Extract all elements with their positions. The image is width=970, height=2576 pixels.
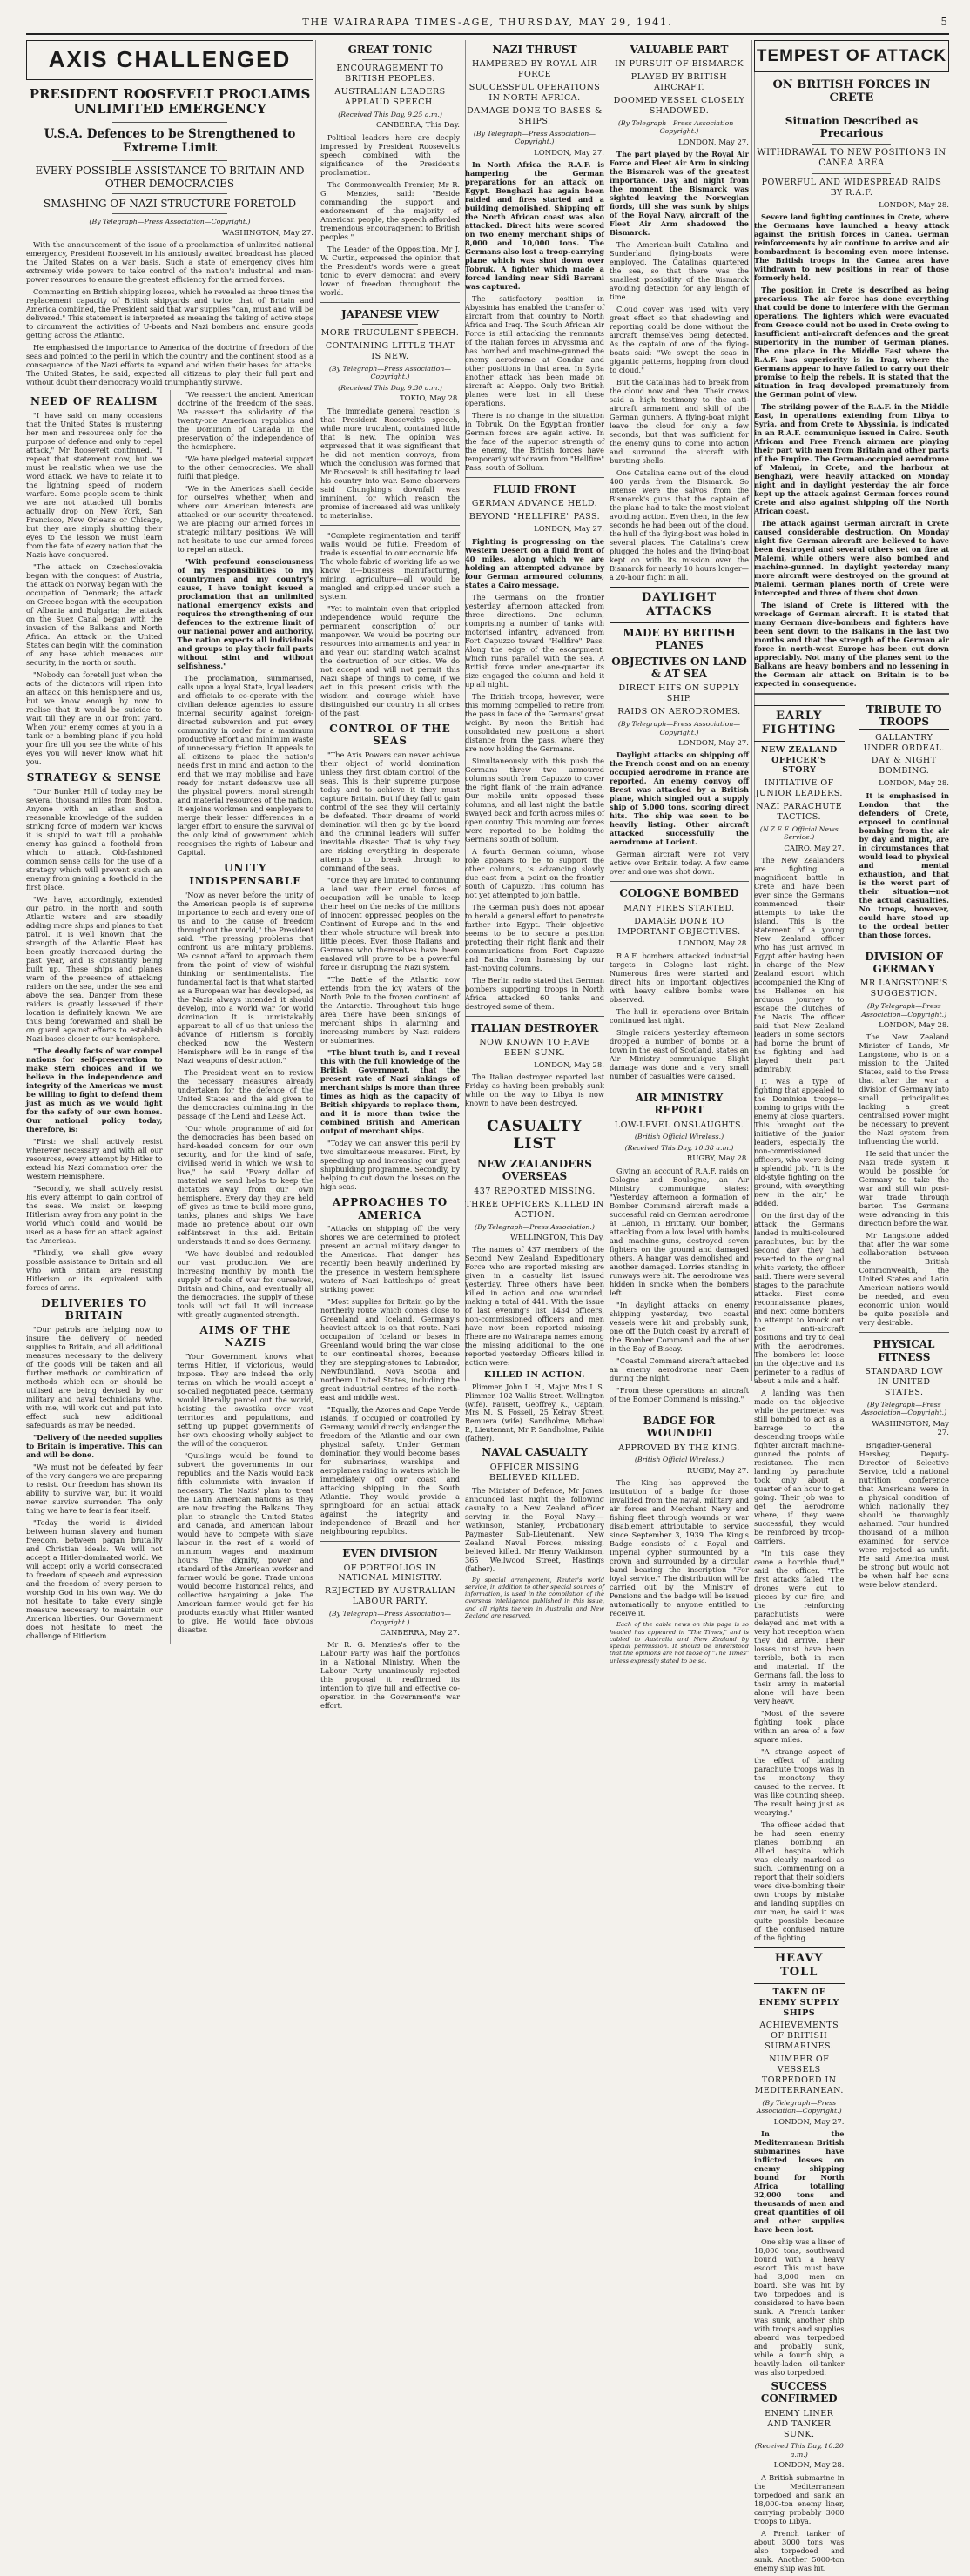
credit: (By Telegraph—Press Association—Copyright.) — [617, 720, 741, 736]
tempest-subhead-2: WITHDRAWAL TO NEW POSITIONS IN CANEA AREA — [757, 147, 946, 169]
paragraph: "With profound consciousness of my responsibilities to my countrymen and my country's cause, I have tonight issued a proclamation that an unlimited national emergency exists and requires the strengthening of our defences to the extreme limit of our national power and authority. The nation expects all individuals and groups to play their full parts without stint and without selfishness." — [177, 557, 313, 671]
subhead: MANY FIRES STARTED. — [623, 903, 735, 913]
credit: (By Telegraph—Press Association—Copyright.) — [328, 1610, 452, 1626]
paragraph: "We have pledged material support to the other democracies. We shall fulfil that pledge. — [177, 454, 313, 481]
paragraph: The satisfactory position in Abyssinia has enabled the transfer of aircraft from that country to North Africa and Iraq. The South African Air Force is still attacking the remnants of the Italian forces in Abyssinia and has bombed and machine-gunned the enemy aerodrome at Gondar and other positions in that area. In Syria another attack has been made on aircraft at Aleppo. Only two British planes were lost in all these operations. — [465, 294, 604, 407]
paragraph: "I have said on many occasions that the United States is mustering her men and resources only for the purpose of defence and only to repel attack," Mr Roosevelt continued. "I repeat that statement now, but we must be realistic when we use the word attack. We have to relate it to the lightning speed of modern warfare. Some people seem to think we are not attacked till bombs actually drop on New York, San Francisco, New Orleans or Chicago, but they are simply shutting their eyes to the lesson we must learn from the fate of every nation that the Nazis have conquered. — [26, 410, 163, 559]
dateline: RUGBY, May 27. — [686, 1466, 749, 1476]
paragraph: The Minister of Defence, Mr Jones, announced last night the following casualty to a New Zealand officer serving in the Royal Navy:— Watkinson, Stanley, Probationary Paymaster Sub-Lieutenant, New Zealand Naval Forces, missing, believed killed. Mr Henry Watkinson, 365 Wellwood Street, Hastings (father). — [465, 1485, 604, 1573]
paragraph: German aircraft were not very active over Britain today. A few came over and one was shot down. — [610, 850, 749, 877]
early-fighting-headline: EARLY FIGHTING — [754, 705, 845, 742]
axis-credit: (By Telegraph—Press Association—Copyright.) — [89, 218, 251, 226]
tempest-subhead-1: Situation Described as Precarious — [785, 115, 919, 140]
subhead: NEW ZEALANDERS OVERSEAS — [477, 1158, 592, 1183]
subhead: DIRECT HITS ON SUPPLY SHIP. — [618, 683, 740, 704]
subhead: IN PURSUIT OF BISMARCK — [615, 59, 744, 70]
credit: (By Telegraph—Press Association.) — [475, 1222, 595, 1231]
subhead: OBJECTIVES ON LAND & AT SEA — [611, 655, 747, 681]
casualty-names: Plimmer, John L. H., Major, Mrs I. S. Plimmer, 102 Wallis Street, Wellington (wife). Fausett, Geoffrey K., Captain, Mrs M. S. Fossell, 25 Kelray Street, Remuera (wife). Sandholme, Michael P., Lieutenant, Mr P. Sandholme, Paihia (father). — [465, 1383, 604, 1443]
subhead: STANDARD LOW IN UNITED STATES. — [865, 1367, 944, 1397]
paragraph: A fourth German column, whose role appears to be to support the other columns, is advancing slowly due east from a point on the frontier south of Capuzzo. This column has not yet attempted to join battle. — [465, 846, 604, 899]
credit: (By Telegraph—Press Association—Copyright.) — [328, 364, 452, 381]
paragraph: There is no change in the situation in Tobruk. On the Egyptian frontier German forces are again active. In the face of the superior strength of the enemy, the British forces have temporarily withdrawn from "Hellfire" Pass, south of Sollum. — [465, 411, 604, 472]
paragraph: One Catalina came out of the cloud 400 yards from the Bismarck. So intense were the salvos from the Bismarck's guns that the captain of the plane had to take the most violent avoiding action. Even then, in the few seconds he had been out of the cloud, the hull of the flying-boat was holed in several places. The Catalina's crew plugged the holes and the flying-boat kept on with its mission over the Bismarck for nearly 10 hours longer—a 20-hour flight in all. — [610, 468, 749, 582]
great-tonic-headline: GREAT TONIC — [347, 44, 433, 56]
paragraph: "First: we shall actively resist wherever necessary and with all our resources, every attempt by Hitler to extend his Nazi domination over the Western Hemisphere. — [26, 1136, 163, 1180]
credit: (British Official Wireless.) — [634, 1456, 724, 1464]
tempest-banner: TEMPEST OF ATTACK — [754, 40, 949, 72]
paragraph: The position in Crete is described as being precarious. The air force has done everything that could be done to interfere with the German operations. The fighters which were evacuated from Greece could not be used in Crete owing to insufficient anti-aircraft defences and the great superiority in the number of German planes. The one place in the Middle East where the R.A.F. has superiority is in Iraq, where the Germans appear to have failed to carry out their promise to help the rebels. It is stated that the situation in Iraq developed prematurely from the German point of view. — [754, 285, 949, 399]
paragraph: "Our whole programme of aid for the democracies has been based on hard-headed concern for our own security, and for the kind of safe, civilised world in which we wish to live," he said. "Every dollar of material we send helps to keep the dictators away from our own hemisphere. Every day they are held off gives us time to build more guns, tanks, planes and ships. We have made no pretence about our own self-interest in this aid. Britain understands it and so does Germany. — [177, 1123, 313, 1246]
subhead: INITIATIVE OF JUNIOR LEADERS. — [755, 778, 843, 799]
badge-for-wounded-headline: BADGE FOR WOUNDED — [643, 1414, 716, 1440]
footnote: By special arrangement, Reuter's world service, in addition to other special sources of information, is used in the compilation of the overseas intelligence published in this issue, and all rights therein in Australia and New Zealand are reserved. — [465, 1576, 604, 1620]
paragraph: The striking power of the R.A.F. in the Middle East, in operations extending from Libya to Syria, and from Crete to Abyssinia, is indicated in an R.A.F. communique issued in Cairo. South African and Free French airmen are playing their part with men from Britain and other parts of the Empire. The German-occupied aerodrome of Malemi, in Crete, and the harbour at Benghazi, were heavily attacked on Monday night and in daylight yesterday the air force kept up the attack against German forces round Crete and also against shipping off the North African coast. — [754, 401, 949, 515]
dateline: WASHINGTON, May 27. — [872, 1419, 949, 1438]
paragraph: A French tanker of about 3000 tons was also torpedoed and sunk. Another 5000-ton enemy ship was hit. — [754, 2528, 845, 2573]
tempest-subhead-3: POWERFUL AND WIDESPREAD RAIDS BY R.A.F. — [761, 177, 942, 198]
credit: (British Official Wireless.) — [634, 1133, 724, 1141]
subhead: NUMBER OF VESSELS TORPEDOED IN MEDITERRANEAN. — [754, 2055, 844, 2095]
paragraph: The Berlin radio stated that German bombers supporting troops in North Africa attacked 60 tanks and destroyed some of them. — [465, 975, 604, 1011]
paragraph: "We have, accordingly, extended our patrol in the north and south Atlantic waters and are steadily adding more ships and planes to that patrol. It is well known that the strength of the Atlantic Fleet has been greatly increased during the past year, and is constantly being built up. These ships and planes warn of the presence of attacking raiders on the sea, under the sea and above the sea. Danger from these raiders is greatly lessened if their location is definitely known. We are thus being forewarned and shall be on guard against efforts to establish Nazi bases closer to our hemisphere. — [26, 894, 163, 1043]
paragraph: "We must not be defeated by fear of the very dangers we are preparing to resist. Our freedom has shown its ability to survive war, but it would never survive surrender. The only thing we have to fear is fear itself. — [26, 1462, 163, 1515]
credit: (By Telegraph—Press Association—Copyright.) — [756, 2098, 842, 2115]
paragraph: The President went on to review the necessary measures already undertaken for the defence of the United States and the aid given to the democracies culminating in the passage of the Lend and Lease Act. — [177, 1067, 313, 1120]
subhead: REJECTED BY AUSTRALIAN LABOUR PARTY. — [324, 1586, 456, 1607]
subhead: MORE TRUCULENT SPEECH. — [320, 328, 460, 339]
paragraph: "The Axis Powers can never achieve their object of world domination unless they first obtain control of the seas. This is their supreme purpose today and to achieve it they must capture Britain. But if they fail to gain control of the sea they will certainly be defeated. Their dreams of world domination will then go by the board and the criminal leaders will suffer inevitable disaster. That is why they are risking everything in desperate attempts to break through to command of the seas. — [320, 750, 460, 872]
paragraph: The Germans on the frontier yesterday afternoon attacked from three directions. One column, comprising a number of tanks with motorised infantry, advanced from Fort Capuzzo toward "Hellfire" Pass. Along the edge of the escarpment, which runs parallel with the sea. A British force under one-quarter its size engaged the column and held it up all night. — [465, 592, 604, 689]
tempest-lower-columns — [754, 700, 949, 2576]
masthead-title: THE WAIRARAPA TIMES-AGE, THURSDAY, MAY 29, 1941. — [302, 17, 673, 28]
dateline: LONDON, May 27. — [534, 525, 604, 535]
subhead: DAMAGE DONE TO IMPORTANT OBJECTIVES. — [617, 916, 741, 937]
section-need-of-realism: NEED OF REALISM — [30, 395, 158, 408]
paragraph: But the Catalinas had to break from the cloud now and then. Their crews said a high testimony to the anti-aircraft armament and skill of the German gunners. A flying-boat might leave the cloud for only a few seconds, but that was sufficient for the enemy guns to come into action and surround the aircraft with bursting shells. — [610, 378, 749, 466]
column-4 — [465, 40, 610, 1620]
tribute-column — [852, 700, 950, 2576]
subhead: SUCCESSFUL OPERATIONS IN NORTH AFRICA. — [468, 83, 601, 104]
paragraph: "Our patrols are helping now to insure the delivery of needed supplies to Britain, and all additional measures necessary to the delivery of the goods will be taken and all further methods or combination of methods which can or should be utilised are being devised by our military and naval technicians who, with me, will work out and put into effect such new additional safeguards as may be needed. — [26, 1324, 163, 1429]
section-aims: AIMS OF THE NAZIS — [199, 1323, 292, 1349]
section-deliveries: DELIVERIES TO BRITAIN — [41, 1296, 148, 1322]
nazi-thrust-headline: NAZI THRUST — [492, 44, 577, 56]
paragraph: "Yet to maintain even that crippled independence would require the permanent conscription of our manpower. We would be pouring our resources into armaments and year in and year out standing watch against the destruction of our cities. We do not accept and will not permit this Nazi shape of things to come, if we act in this present crisis with the wisdom and courage which have distinguished our country in all crises of the past. — [320, 603, 460, 717]
paragraph: The immediate general reaction is that President Roosevelt's speech, while more truculent, contained little that is new. The opinion was expressed that it was significant that he did not mention convoys, from which the conclusion was formed that Mr Roosevelt is still hesitating to lead his country into war. Some observers said Chungking's downfall was imminent, for which reason the promise of increased aid was unlikely to materialise. — [320, 406, 460, 520]
paragraph: "Thirdly, we shall give every possible assistance to Britain and all who with Britain are resisting Hitlerism or its equivalent with forces of arms. — [26, 1248, 163, 1292]
received-note: (Received This Day, 9.30 a.m.) — [338, 383, 442, 392]
paragraph: The New Zealand Minister of Lands, Mr Langstone, who is on a mission to the United States, said to the Press that after the war a division of Germany into small principalities lacking a great centralised Power might be necessary to prevent the Nazi system from influencing the world. — [859, 1032, 949, 1147]
received-note: (Received This Day, 10.38 a.m.) — [624, 1143, 734, 1152]
masthead — [26, 9, 949, 35]
paragraph: "The blunt truth is, and I reveal this with the full knowledge of the British Government, that the present rate of Nazi sinkings of merchant ships is more than three times as high as the capacity of British shipyards to replace them, and it is more than twice the combined British and American output of merchant ships. — [320, 1047, 460, 1135]
subhead: GALLANTRY UNDER ORDEAL. — [863, 732, 945, 753]
paragraph: He said that under the Nazi trade system it would be possible for Germany to take the war and still win post-war trade through barter. The Germans were advancing in this direction before the war. — [859, 1149, 949, 1228]
subhead: DAMAGE DONE TO BASES & SHIPS. — [467, 105, 603, 126]
column-3 — [320, 40, 466, 1711]
axis-lead-3: He emphasised the importance to America of the doctrine of freedom of the seas and pointed to the peril in which the country and the continent stood as a consequence of the Nazi efforts to expand and widen their bases for attacks. The United States, he said, expected all citizens to play their full part and without doubt their democracy would triumphantly survive. — [26, 343, 313, 387]
heavy-toll-headline: HEAVY TOLL — [754, 1947, 845, 1984]
credit: (By Telegraph—Press Association—Copyright.) — [473, 129, 596, 146]
section-unity: UNITY INDISPENSABLE — [189, 862, 302, 887]
subhead: MR LANGSTONE'S SUGGESTION. — [859, 979, 948, 999]
tempest-story — [754, 40, 949, 2573]
paragraph: The part played by the Royal Air Force and Fleet Air Arm in sinking the Bismarck was of the greatest importance. Day and night from the moment the Bismarck was sighted leaving the Norwegian fiords, till she was sunk by ships of the Royal Navy, aircraft of the Fleet Air Arm shadowed the Bismarck. — [610, 150, 749, 238]
subhead: AUSTRALIAN LEADERS APPLAUD SPEECH. — [334, 87, 446, 108]
paragraph: "Your Government knows what terms Hitler, if victorious, would impose. They are indeed the only terms on which he would accept a so-called negotiated peace. Germany would literally parcel out the world, hoisting the swastika over vast territories and populations, and setting up puppet governments of her own choosing wholly subject to the will of the conqueror. — [177, 1351, 313, 1448]
paragraph: "Delivery of the needed supplies to Britain is imperative. This can and will be done. — [26, 1432, 163, 1459]
paragraph: The King has approved the institution of a badge for those invalided from the naval, military and air forces and Merchant Navy and fishing fleet through wounds or war disablement attributable to service since September 3, 1939. The King's Badge consists of a Royal and Imperial cypher surmounted by a crown and surrounded by a circular band bearing the inscription "For loyal service." The distribution will be carried out by the Ministry of Pensions and the badge will be issued automatically to anyone entitled to receive it. — [610, 1478, 749, 1618]
paragraph: The proclamation, summarised, calls upon a loyal State, loyal leaders and officials to co-operate with the civilian defence agencies to assure internal security against foreign-directed subversion and put every community in order for a maximum productive effort and minimum waste of unnecessary friction. It appeals to all citizens to place the nation's needs first in mind and action to the end that we may mobilise and have ready for instant defensive use all the physical powers, moral strength and material resources of the nation. It enjoins workmen and employers to merge their lesser differences in a larger effort to ensure the survival of the only kind of government which recognises the rights of Labour and Capital. — [177, 674, 313, 858]
subhead: NAZI PARACHUTE TACTICS. — [756, 802, 843, 822]
early-fighting-column — [754, 700, 845, 2576]
paragraph: The New Zealanders are fighting a magnificent battle in Crete and have been ever since the Germans commenced their attempts to take the island. This is the statement of a young New Zealand officer who has just arrived in Egypt after having been in charge of the New Zealand escort which accompanied the King of the Hellenes on his arduous journey to escape the clutches of the Nazis. The officer said that New Zealand leaders in some sectors had borne the brunt of the fighting and had played their part admirably. — [754, 856, 845, 1074]
paragraph: Single raiders yesterday afternoon dropped a number of bombs on a town in the east of Scotland, states an Air Ministry communique. Slight damage was done and a very small number of casualties were caused. — [610, 1027, 749, 1080]
paragraph: "Today we can answer this peril by two simultaneous measures. First, by speeding up and increasing our great shipbuilding programme. Secondly, by helping to cut down the losses on the high seas. — [320, 1138, 460, 1191]
axis-dateline: WASHINGTON, May 27. — [221, 228, 313, 238]
subhead: DAY & NIGHT BOMBING. — [871, 756, 937, 777]
subhead: GERMAN ADVANCE HELD. — [471, 499, 598, 509]
paragraph: "Most of the severe fighting took place within an area of a few square miles. — [754, 1709, 845, 1745]
paragraph: In North Africa the R.A.F. is hampering the German preparations for an attack on Egypt. Benghazi has again been raided and fires started and a building demolished. Shipping off the North African coast was also attacked. Direct hits were scored on two enemy merchant ships of 8,000 and 10,000 tons. The Germans also lost a troop-carrying plane which was shot down over Tobruk. A fighter which made a forced landing near Sidi Barrani was captured. — [465, 160, 604, 291]
paragraph: Giving an account of R.A.F. raids on Cologne and Boulogne, an Air Ministry communique states: "Yesterday afternoon a formation of Bomber Command aircraft made a successful raid on German aerodrome at Lanion, in Brittany. Our bomber, attacking from a low level with bombs and machine-guns, destroyed seven fighters on the ground and damaged others. A hangar was demolished and another damaged. Lorries standing in runways were hit. The aerodrome was hidden in smoke when the bombers left. — [610, 1166, 749, 1297]
dateline: TOKIO, May 28. — [399, 394, 460, 404]
fluid-front-headline: FLUID FRONT — [493, 483, 576, 495]
japanese-view-headline: JAPANESE VIEW — [340, 307, 440, 320]
paragraph: "A strange aspect of the effect of landing parachute troops was in the monotony they caused to the nerves. It was like counting sheep. The result being just as wearying." — [754, 1747, 845, 1818]
even-division-headline: EVEN DIVISION — [342, 1547, 438, 1560]
paragraph: R.A.F. bombers attacked industrial targets in Cologne last night. Numerous fires were started and direct hits on important objectives with heavy calibre bombs were observed. — [610, 951, 749, 1004]
paragraph: The island of Crete is littered with the wreckage of German aircraft. It is stated that many German dive-bombers and fighters have been sent down to the Balkans in the last two months and that the strength of the German air force in north-west Europe has been cut down appreciably. Not many of the planes sent to the Balkans are heavy bombers and no lessening in the German air attack on Britain is to be expected in consequence. — [754, 600, 949, 688]
axis-column-b — [170, 390, 314, 1644]
subhead: DOOMED VESSEL CLOSELY SHADOWED. — [613, 96, 745, 116]
dateline: WELLINGTON, This Day. — [510, 1234, 604, 1242]
subhead: APPROVED BY THE KING. — [618, 1443, 740, 1453]
paragraph: "Now as never before the unity of the American people is of supreme importance to each and every one of us and to the cause of freedom throughout the world," the President said. "The pressing problems that confront us are military problems. We cannot afford to approach them from the point of view of wishful thinking or sentimentalists. The fundamental fact is that what started as a European war has developed, as the Nazis always intended it should develop, into a world war for world domination. It is unmistakably apparent to all of us that unless the advance of Hitlerism is forcibly checked now the Western Hemisphere will be in range of the Nazi weapons of destruction." — [177, 890, 313, 1065]
axis-lead-1: With the announcement of the issue of a proclamation of unlimited national emergency, President Roosevelt in his anxiously awaited broadcast has placed the United States on a war basis. Such a state of emergency gives him extremely wide powers to take control of the nation's industrial and man-power resources to ensure the greatest efficiency for the armed forces. — [26, 240, 313, 285]
subhead: THREE OFFICERS KILLED IN ACTION. — [465, 1199, 604, 1220]
paragraph: Fighting is progressing on the Western Desert on a fluid front of 40 miles, along which we are holding an attempted advance by four German armoured columns, states a Cairo message. — [465, 536, 604, 589]
subhead: ENCOURAGEMENT TO BRITISH PEOPLES. — [336, 64, 444, 84]
subhead: OFFICER MISSING BELIEVED KILLED. — [488, 1462, 581, 1483]
physical-fitness-headline: PHYSICAL FITNESS — [872, 1338, 935, 1363]
axis-two-columns — [26, 390, 313, 1644]
credit: (By Telegraph—Press Association—Copyright.) — [861, 1400, 947, 1417]
credit: (By Telegraph—Press Association—Copyright.) — [861, 1002, 947, 1019]
section-control-of-seas: CONTROL OF THE SEAS — [329, 722, 451, 748]
tempest-headline: ON BRITISH FORCES IN CRETE — [772, 78, 931, 105]
subhead: ACHIEVEMENTS OF BRITISH SUBMARINES. — [759, 2021, 839, 2052]
subhead: TAKEN OF ENEMY SUPPLY SHIPS — [758, 1987, 839, 2018]
dateline: LONDON, May 27. — [678, 138, 749, 147]
dateline: CANBERRA, This Day. — [375, 121, 460, 131]
paragraph: "From these operations an aircraft of the Bomber Command is missing." — [610, 1385, 749, 1403]
axis-subhead-3: SMASHING OF NAZI STRUCTURE FORETOLD — [43, 198, 297, 211]
paragraph: "Our Bunker Hill of today may be several thousand miles from Boston. Anyone with an atlas and a reasonable knowledge of the sudden striking force of modern war knows it is stupid to wait till a probable enemy has gained a foothold from which to attack. Old-fashioned common sense calls for the use of a strategy which will prevent such an enemy from gaining a foothold in the first place. — [26, 786, 163, 891]
paragraph: "Quislings would be found to subvert the governments in our republics, and the Nazis would back fifth columnists with invasion if necessary. The Nazis' plan to treat the Latin American nations as they are now treating the Balkans. They plan to strangle the United States and Canada, and American labour would have to compete with slave labour in the rest of a world of minimum wages and maximum hours. The dignity, power and standard of the American worker and farmer would be gone. Trade unions would become historical relics, and collective bargaining a joke. The American farmer would get for his products exactly what Hitler wanted to give. He would face obvious disaster. — [177, 1450, 313, 1634]
daylight-attacks-headline: DAYLIGHT ATTACKS — [610, 587, 749, 623]
dateline: LONDON, May 27. — [534, 148, 604, 158]
paragraph: "The deadly facts of war compel nations for self-preservation to make stern choices and if we believe in the independence and integrity of the Americas we must be willing to fight to defend them just as much as we would fight for the safety of our own homes. Our national policy today, therefore, is: — [26, 1046, 163, 1133]
page-number: 5 — [940, 16, 949, 28]
subhead: 437 REPORTED MISSING. — [474, 1186, 596, 1196]
subhead: LOW-LEVEL ONSLAUGHTS. — [614, 1120, 744, 1130]
air-ministry-report-headline: AIR MINISTRY REPORT — [635, 1091, 724, 1117]
naval-casualty-headline: NAVAL CASUALTY — [482, 1446, 588, 1459]
axis-story — [26, 40, 313, 1640]
paragraph: A landing was then made on the objective while the perimeter was still bombed to act as a barrage to the descending troops while fighter aircraft machine-gunned the points of resistance. The men landing by parachute took only about a quarter of an hour to get going. Their job was to get the aerodrome where, if they were successful, they would be reinforced by troop-carriers. — [754, 1389, 845, 1546]
axis-headline: PRESIDENT ROOSEVELT PROCLAIMS UNLIMITED EMERGENCY — [29, 85, 311, 117]
subhead: KILLED IN ACTION. — [484, 1370, 585, 1381]
column-5 — [610, 40, 755, 1665]
subhead: MADE BY BRITISH PLANES — [623, 626, 736, 652]
credit: (By Telegraph—Press Association—Copyright.) — [617, 118, 741, 136]
section-strategy-sense: STRATEGY & SENSE — [26, 770, 162, 784]
paragraph: Daylight attacks on shipping off the French coast and on an enemy occupied aerodrome in France are reported. An enemy convoy off Brest was attacked by a British plane, which singled out a supply ship of 5,000 tons, scoring direct hits. The ship was seen to be heavily listing. Other aircraft attacked successfully the aerodrome at Lorient. — [610, 750, 749, 847]
section-approaches: APPROACHES TO AMERICA — [332, 1195, 448, 1221]
paragraph: "We have doubled and redoubled our vast production. We are increasing monthly by month the supply of tools of war for ourselves, Britain and China, and eventually all the democracies. The supply of these tools will not fail. It will increase with greatly augmented strength. — [177, 1248, 313, 1319]
dateline: LONDON, May 28. — [534, 1060, 604, 1070]
paragraph: "The Battle of the Atlantic now extends from the icy waters of the North Pole to the frozen continent of the Antarctic. Throughout this huge area there have been sinkings of merchant ships in alarming and increasing numbers by Nazi raiders or submarines. — [320, 974, 460, 1045]
division-headline: DIVISION OF GERMANY — [865, 950, 944, 975]
paragraph: Severe land fighting continues in Crete, where the Germans have launched a heavy attack against the British forces in Canea. German reinforcements by air continue to arrive and air bombardment is becoming even more intense. The British troops in the Canea area have withdrawn to new positions in rear of those formerly held. — [754, 212, 949, 282]
paragraph: The names of 437 members of the Second New Zealand Expeditionary Force who are reported missing are given in a casualty list issued yesterday. Three others have been killed in action and one wounded, making a total of 441. With the issue of last evening's list 1434 officers, non-commissioned officers and men have now been reported missing. There are no Wairarapa names among the missing additional to the one reported yesterday. Officers killed in action were: — [465, 1245, 604, 1368]
subhead: CONTAINING LITTLE THAT IS NEW. — [325, 341, 455, 361]
received-note: (Received This Day, 9.25 a.m.) — [338, 110, 442, 118]
paragraph: The Commonwealth Premier, Mr R. G. Menzies, said: "Beside commanding the support and endorsement of the majority of American people, the speech afforded tremendous encouragement to British peoples." — [320, 179, 460, 241]
paragraph: "In daylight attacks on enemy shipping yesterday, two coastal vessels were hit and probably sunk, one off the Dutch coast by aircraft of the Bomber Command and the other in the Bay of Biscay. — [610, 1300, 749, 1353]
subhead: RAIDS ON AERODROMES. — [617, 707, 741, 717]
paragraph: In the Mediterranean British submarines have inflicted losses on enemy shipping bound for North Africa totalling 32,000 tons and thousands of men and great quantities of oil and other supplies have been lost. — [754, 2129, 845, 2234]
subhead: HAMPERED BY ROYAL AIR FORCE — [472, 59, 597, 80]
dateline: LONDON, May 28. — [879, 779, 949, 789]
axis-lead-2: Commenting on British shipping losses, which he revealed as three times the replacement capacity of British shipyards and twice that of Britain and America combined, the President said that war supplies "can, must and will be delivered." This statement is interpreted as meaning the taking of active steps to circumvent the activities of U-boats and Nazi bombers and ensure goods getting across the Atlantic. — [26, 287, 313, 340]
dateline: CAIRO, May 27. — [784, 844, 845, 853]
dateline: LONDON, May 28. — [773, 2461, 845, 2471]
success-confirmed-headline: SUCCESS CONFIRMED — [760, 2379, 838, 2405]
paragraph: "Secondly, we shall actively resist his every attempt to gain control of the seas. We insist on keeping Hitlerism away from any point in the world which could and would be used as a base for an attack against the Americas. — [26, 1183, 163, 1245]
paragraph: Brigadier-General Hershey, Deputy-Director of Selective Service, told a national nutrition conference that Americans were in a physical condition of which nationally they should be thoroughly ashamed. Four hundred thousand of a million examined for service were rejected as unfit. He said America must be strong but would not be when half her sons were below standard. — [859, 1440, 949, 1589]
subhead: BEYOND "HELLFIRE" PASS. — [468, 512, 601, 522]
dateline: LONDON, May 28. — [879, 1021, 949, 1031]
paragraph: "In this case they came a horrible thud," said the officer. "The first attacks failed. The drones were cut to pieces by our fire, and the reinforcing parachutists were delayed and met with a very hot reception when they did arrive. Their losses must have been terrible, both in men and material. If the Germans fail, the loss to their army in material alone will have been very heavy. — [754, 1549, 845, 1706]
paragraph: "Nobody can foretell just when the acts of the dictators will ripen into an attack on this hemisphere and us, but we know enough by now to realise that it would be suicide to wait till they are in our front yard. When your enemy comes at you in a tank or a bombing plane if you hold your fire till you see the white of his eyes you will never know what hit you. — [26, 669, 163, 766]
paragraph: "We in the Americas shall decide for ourselves whether, when and where our American interests are attacked or our security threatened. We are placing our armed forces in strategic military positions. We will not hesitate to use our armed forces to repel an attack. — [177, 484, 313, 555]
subhead: NEW ZEALAND OFFICER'S STORY — [760, 744, 838, 776]
paragraph: "Today the world is divided between human slavery and human freedom, between pagan brutality and Christian ideals. We will not accept a Hitler-dominated world. We will accept only a world consecrated to freedom of speech and expression and the freedom of every person to worship God in his own way. We do not hesitate to take every single measure necessary to maintain our American liberties. Our Government does not hesitate to meet the challenge of Hitlerism. — [26, 1517, 163, 1640]
paragraph: "Once they are limited to continuing a land war their cruel forces of occupation will be unable to keep their heel on the necks of the millions of innocent oppressed peoples on the Continent of Europe and in the end their whole structure will break into little pieces. Even those Italians and Germans who themselves have been enslaved will prove to be a powerful force in disrupting the Nazi system. — [320, 875, 460, 972]
paragraph: Simultaneously with this push the Germans threw two armoured columns south from Capuzzo to cover the right flank of the main advance. Our mobile units opposed these columns, and all last night the battle swayed back and forth across miles of open country. This morning our forces were reported to be holding the Germans south of Sollum. — [465, 756, 604, 844]
valuable-part-headline: VALUABLE PART — [630, 44, 729, 56]
cologne-bombed-headline: COLOGNE BOMBED — [619, 887, 739, 900]
paragraph: The officer added that he had seen enemy planes bombing an Allied hospital which was clearly marked as such. Commenting on a report that their soldiers were dive-bombing their own troops by mistake and landing supplies on our men, he said it was quite possible because of the confused nature of the fighting. — [754, 1820, 845, 1943]
paragraph: "Most supplies for Britain go by the northerly route which comes close to Greenland and Iceland. Germany's heaviest attack is on that route. Nazi occupation of Iceland or bases in Greenland would bring the war close to our continental shores, because they are stepping-stones to Labrador, Newfoundland, Nova Scotia and northern United States, including the great industrial centres of the north-east and middle west. — [320, 1297, 460, 1402]
dateline: LONDON, May 27. — [678, 739, 749, 749]
paragraph: Mr Langstone added that after the war some collaboration between the British Commonwealth, the United States and Latin American nations would be needed, and even economic union would be quite possible and very desirable. — [859, 1231, 949, 1328]
subhead: OF PORTFOLIOS IN NATIONAL MINISTRY. — [338, 1563, 442, 1584]
paragraph: "Coastal Command aircraft attacked an enemy aerodrome near Caen during the night. — [610, 1355, 749, 1382]
paragraph: The American-built Catalina and Sunderland flying-boats were employed. The Catalinas quartered the sea, so that there was the smallest possibility of the Bismarck avoiding detection for any length of time. — [610, 240, 749, 302]
paragraph: On the first day of the attack the Germans landed in multi-coloured parachutes, but by the second day they had reverted to the original white variety, the officer said. There were several stages to the parachute attacks. First come reconnaissance planes, and next come bombers to attempt to knock out the anti-aircraft positions and try to deal with the aerodromes. The bombers let loose on the objective and its perimeter to a radius of about a mile and a half. — [754, 1211, 845, 1386]
paragraph: "Equally, the Azores and Cape Verde Islands, if occupied or controlled by Germany, would directly endanger the freedom of the Atlantic and our own physical safety. Under German domination they would become bases for submarines, warships and aeroplanes raiding in waters which lie immediately off our coast and attacking shipping in the South Atlantic. They would provide a springboard for an actual attack against the integrity and independence of Brazil and her neighbouring republics. — [320, 1405, 460, 1537]
footnote: Each of the cable news on this page is so headed has appeared in "The Times," and is cabled to Australia and New Zealand by special permission. It should be understood that the opinions are not those of "The Times" unless expressly stated to be so. — [610, 1621, 749, 1665]
paragraph: The attack against German aircraft in Crete caused considerable destruction. On Monday night five German aircraft are believed to have been destroyed and several others set on fire at Malemi, while others were also bombed and machine-gunned. In daylight yesterday many more aircraft were destroyed on the ground at Malemi. German planes north of Crete were intercepted and three of them shot down. — [754, 518, 949, 597]
italian-destroyer-headline: ITALIAN DESTROYER — [470, 1021, 599, 1034]
paragraph: The Italian destroyer reported last Friday as having been probably sunk while on the way to Libya is now known to have been destroyed. — [465, 1073, 604, 1107]
paragraph: It is emphasised in London that the defenders of Crete, exposed to continual bombing from the air by day and night, are in circumstances that would lead to physical and mental exhaustion, and that is the worst part of their situation—not the actual casualties. No troops, however, could have stood up to the ordeal better than those forces. — [859, 790, 949, 939]
paragraph: The Leader of the Opposition, Mr J. W. Curtin, expressed the opinion that the President's words were a great tonic to every democrat and every lover of freedom throughout the world. — [320, 244, 460, 297]
dateline: LONDON, May 27. — [773, 2117, 845, 2127]
paragraph: One ship was a liner of 18,000 tons, southward bound with a heavy escort. This must have had 3,000 men on board. She was hit by two torpedoes and is considered to have been sunk. A French tanker was sunk, another ship with troops and supplies aboard was torpedoed and probably sunk, while a fourth ship, a heavily-laden oil-tanker was also torpedoed. — [754, 2236, 845, 2377]
dateline: LONDON, May 28. — [879, 200, 949, 210]
paragraph: Mr R. G. Menzies's offer to the Labour Party was half the portfolios in a National Ministry. When the Labour Party unanimously rejected this proposal it reaffirmed its intention to give full and effective co-operation in the Government's war effort. — [320, 1640, 460, 1711]
axis-subhead-1: U.S.A. Defences to be Strengthened to Extreme Limit — [44, 127, 296, 155]
paragraph: "Complete regimentation and tariff walls would be futile. Freedom of trade is essential to our economic life. The whole fabric of working life as we know it—business manufacturing, mining, agriculture—all would be mangled and crippled under such a system. — [320, 530, 460, 601]
dateline: LONDON, May 28. — [678, 939, 749, 949]
paragraph: The German push does not appear to herald a general effort to penetrate farther into Egypt. Their objective seems to be to secure a position protecting their right flank and their communications from Fort Capuzzo and Bardia from harassing by our fast-moving columns. — [465, 902, 604, 972]
dateline: RUGBY, May 28. — [686, 1154, 749, 1164]
paragraph: A British submarine in the Mediterranean torpedoed and sank an 18,000-ton enemy liner, carrying probably 3000 troops to Libya. — [754, 2472, 845, 2526]
subhead: PLAYED BY BRITISH AIRCRAFT. — [630, 72, 728, 93]
dateline: CANBERRA, May 27. — [380, 1629, 460, 1638]
axis-banner: AXIS CHALLENGED — [26, 40, 313, 80]
casualty-list-headline: CASUALTY LIST — [487, 1118, 583, 1153]
paragraph: The British troops, however, were this morning compelled to retire from the pass in face of the Germans' great weight. By noon the British had consolidated new positions a short distance from the pass, where they are now holding the Germans. — [465, 691, 604, 753]
axis-column-a — [26, 390, 163, 1644]
credit: (N.Z.E.F. Official News Service.) — [759, 824, 839, 842]
paragraph: Political leaders here are deeply impressed by President Roosevelt's speech combined with the significance of the President's proclamation. — [320, 132, 460, 177]
subhead: ENEMY LINER AND TANKER SUNK. — [765, 2408, 834, 2439]
paragraph: "We reassert the ancient American doctrine of the freedom of the seas. We reassert the solidarity of the twenty-one American republics and the Dominion of Canada in the preservation of the independence of the hemisphere. — [177, 390, 313, 452]
paragraph: Cloud cover was used with very great effect so that shadowing and reporting could be done without the aircraft themselves being detected. As the captain of one of the flying-boats said: "We swept the seas in gigantic patterns, hopping from cloud to cloud." — [610, 305, 749, 375]
axis-subhead-2: EVERY POSSIBLE ASSISTANCE TO BRITAIN AND OTHER DEMOCRACIES — [35, 165, 305, 190]
paragraph: It was a type of fighting that appealed to the Dominion troops—coming to grips with the enemy at close quarters. This brought out the initiative of the junior leaders, especially the non-commissioned officers, who were doing a splendid job. "It is the old-style fighting on the ground, with everything new in the air," he added. — [754, 1077, 845, 1208]
paragraph: "Attacks on shipping off the very shores we are determined to protect present an actual military danger to the Americas. That danger has recently been heavily underlined by the presence in western hemisphere waters of Nazi battleships of great striking power. — [320, 1224, 460, 1295]
subhead: NOW KNOWN TO HAVE BEEN SUNK. — [479, 1037, 590, 1058]
paragraph: "The attack on Czechoslovakia began with the conquest of Austria, the attack on Norway began with the occupation of Denmark; the attack on Greece began with the occupation of Albania and Bulgaria; the attack on the Suez Canal began with the invasion of the Balkans and North Africa. An attack on the United States can begin with the domination of any base which menaces our security, in the north or south. — [26, 562, 163, 667]
received-note: (Received This Day, 10.20 a.m.) — [754, 2442, 844, 2458]
tribute-headline: TRIBUTE TO TROOPS — [859, 703, 950, 730]
paragraph: The hull in operations over Britain continued last night. — [610, 1006, 749, 1025]
